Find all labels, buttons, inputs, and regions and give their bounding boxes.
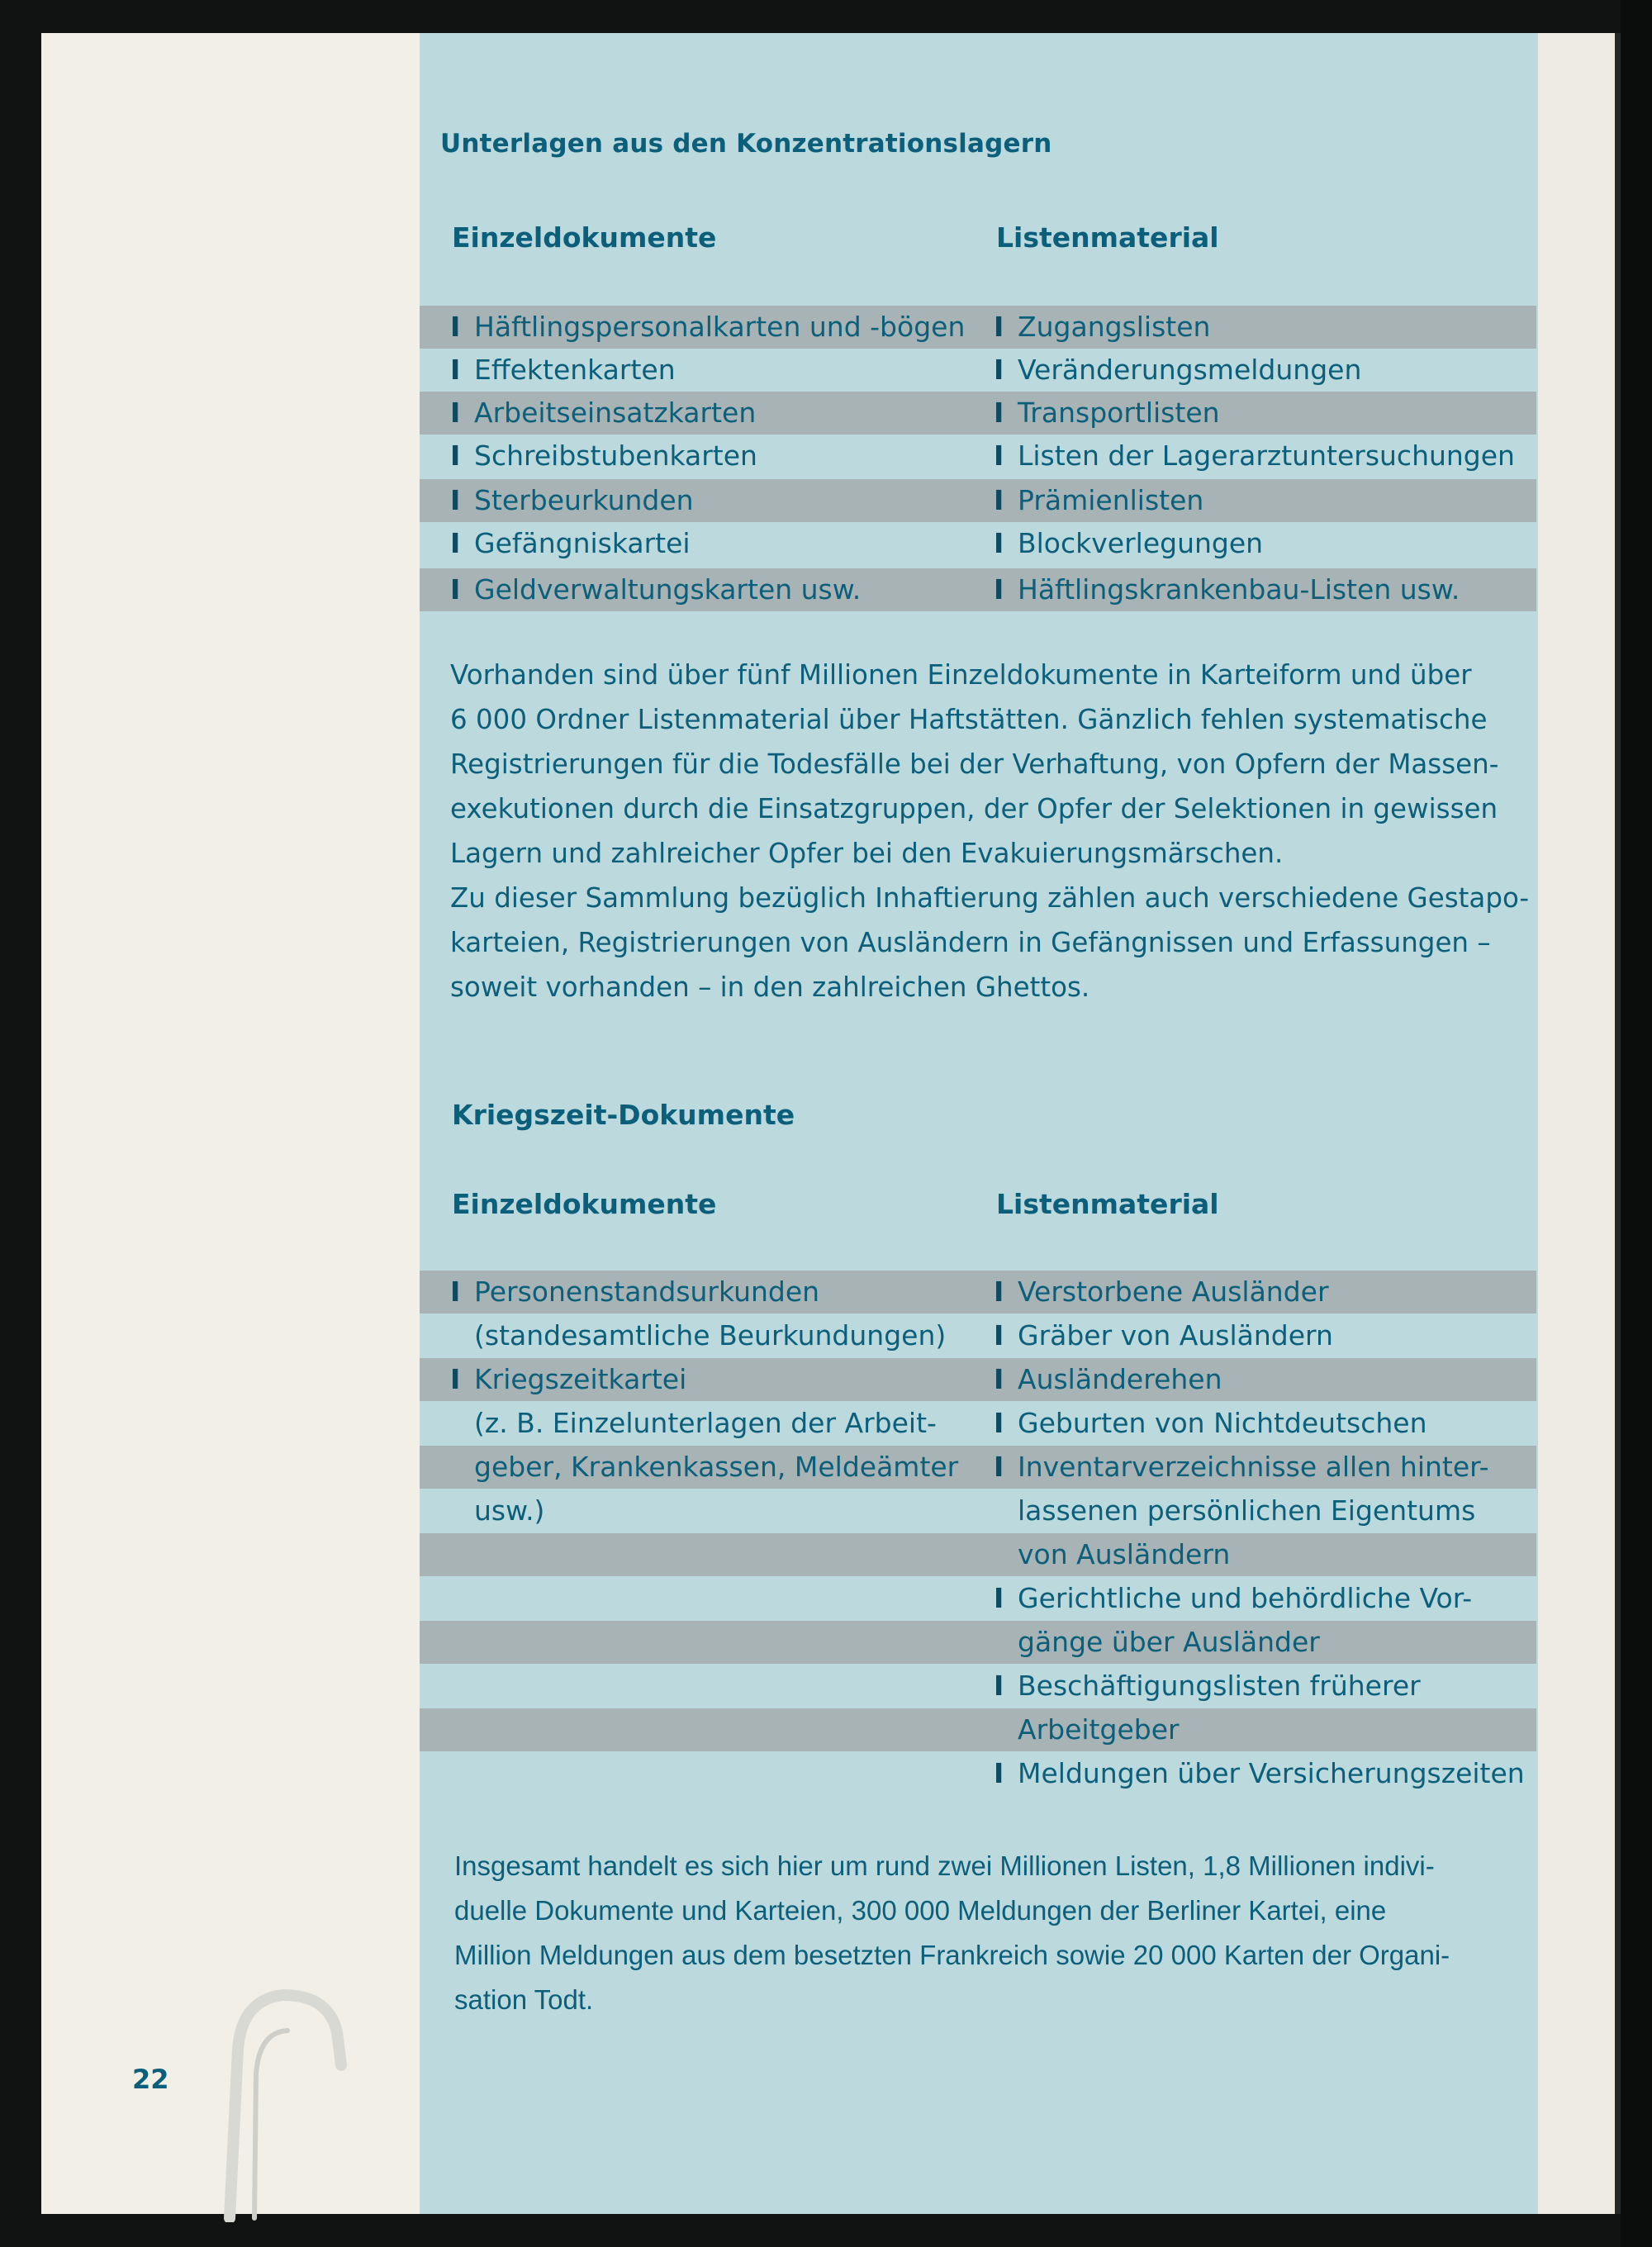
table-row xyxy=(420,1665,1536,1708)
paragraph-line: Registrierungen für die Todesfälle bei der Verhaftung, von Opfern der Massen- xyxy=(450,748,1499,780)
list-item: Kriegszeitkartei xyxy=(474,1363,687,1395)
bullet-icon: I xyxy=(994,1276,1004,1308)
bullet-icon: I xyxy=(994,1757,1004,1789)
table-row xyxy=(420,1314,1536,1357)
table-row xyxy=(420,1271,1536,1314)
bullet-icon: I xyxy=(450,354,461,386)
table-row xyxy=(420,1402,1536,1445)
summary-line: Million Meldungen aus dem besetzten Frankreich sowie 20 000 Karten der Organi- xyxy=(454,1940,1450,1970)
page-number: 22 xyxy=(132,2064,169,2095)
list-item: Prämienlisten xyxy=(1018,484,1204,516)
list-item: Sterbeurkunden xyxy=(474,484,694,516)
paragraph-line: Lagern und zahlreicher Opfer bei den Evakuierungsmärschen. xyxy=(450,838,1284,869)
section1-title: Unterlagen aus den Konzentrationslagern xyxy=(440,129,1052,159)
table-row xyxy=(420,392,1536,435)
list-item: Häftlingspersonalkarten und -bögen xyxy=(474,311,966,343)
paragraph-line: Vorhanden sind über fünf Millionen Einzeldokumente in Karteiform und über xyxy=(450,659,1472,691)
list-item: Zugangslisten xyxy=(1018,311,1211,343)
list-item-continuation: (standesamtliche Beurkundungen) xyxy=(474,1319,947,1352)
table-row xyxy=(420,1621,1536,1664)
next-page-edge xyxy=(1538,33,1621,2214)
list-item: Inventarverzeichnisse allen hinter- xyxy=(1018,1451,1489,1483)
list-item: Gräber von Ausländern xyxy=(1018,1319,1333,1352)
table-row xyxy=(420,1446,1536,1489)
list-item-continuation: lassenen persönlichen Eigentums xyxy=(1018,1494,1476,1527)
section2-right-header: Listenmaterial xyxy=(996,1188,1219,1220)
table-row xyxy=(420,1533,1536,1576)
bullet-icon: I xyxy=(994,354,1004,386)
list-item: Geburten von Nichtdeutschen xyxy=(1018,1407,1427,1439)
table-row xyxy=(420,349,1536,392)
table-row xyxy=(420,1577,1536,1620)
table-row xyxy=(420,306,1536,349)
list-item: Meldungen über Versicherungszeiten xyxy=(1018,1757,1525,1789)
list-item-continuation: gänge über Ausländer xyxy=(1018,1626,1320,1658)
section2-left-header: Einzeldokumente xyxy=(452,1188,717,1220)
bullet-icon: I xyxy=(994,484,1004,516)
bullet-icon: I xyxy=(450,573,461,606)
summary-line: Insgesamt handelt es sich hier um rund zwei Millionen Listen, 1,8 Millionen indivi- xyxy=(454,1850,1435,1881)
list-item: Gefängniskartei xyxy=(474,527,691,559)
bullet-icon: I xyxy=(994,1319,1004,1352)
bullet-icon: I xyxy=(994,397,1004,429)
list-item-continuation: von Ausländern xyxy=(1018,1538,1231,1570)
list-item: Gerichtliche und behördliche Vor- xyxy=(1018,1582,1473,1614)
list-item: Personenstandsurkunden xyxy=(474,1276,820,1308)
table-row xyxy=(420,522,1536,565)
bullet-icon: I xyxy=(994,311,1004,343)
bullet-icon: I xyxy=(450,484,461,516)
list-item: Transportlisten xyxy=(1018,397,1220,429)
list-item: Listen der Lagerarztuntersuchungen xyxy=(1018,439,1515,472)
bullet-icon: I xyxy=(994,1363,1004,1395)
table-row xyxy=(420,1358,1536,1401)
bullet-icon: I xyxy=(450,1363,461,1395)
summary-line: sation Todt. xyxy=(454,1984,594,2015)
background-edge xyxy=(1621,0,1652,2247)
list-item-continuation: (z. B. Einzelunterlagen der Arbeit- xyxy=(474,1407,937,1439)
list-item: Verstorbene Ausländer xyxy=(1018,1276,1329,1308)
list-item: Beschäftigungslisten früherer xyxy=(1018,1670,1421,1702)
list-item: Blockverlegungen xyxy=(1018,527,1264,559)
section1-right-header: Listenmaterial xyxy=(996,221,1219,254)
bullet-icon: I xyxy=(450,397,461,429)
bullet-icon: I xyxy=(450,527,461,559)
bullet-icon: I xyxy=(994,1451,1004,1483)
section2-summary xyxy=(454,1844,1528,2022)
table-row xyxy=(420,479,1536,522)
paragraph-line: Zu dieser Sammlung bezüglich Inhaftierung zählen auch verschiedene Gestapo- xyxy=(450,882,1530,914)
list-item: Häftlingskrankenbau-Listen usw. xyxy=(1018,573,1460,606)
table-row xyxy=(420,435,1536,477)
bullet-icon: I xyxy=(450,1276,461,1308)
table-row xyxy=(420,568,1536,611)
section1-left-header: Einzeldokumente xyxy=(452,221,717,254)
bullet-icon: I xyxy=(994,1582,1004,1614)
list-item: Schreibstubenkarten xyxy=(474,439,757,472)
list-item: Veränderungsmeldungen xyxy=(1018,354,1362,386)
section2-title: Kriegszeit-Dokumente xyxy=(452,1099,795,1131)
paragraph-line: karteien, Registrierungen von Ausländern in Gefängnissen und Erfassungen – xyxy=(450,927,1491,958)
list-item: Ausländerehen xyxy=(1018,1363,1222,1395)
bullet-icon: I xyxy=(994,1670,1004,1702)
list-item: Arbeitseinsatzkarten xyxy=(474,397,757,429)
list-item: Geldverwaltungskarten usw. xyxy=(474,573,862,606)
bullet-icon: I xyxy=(994,527,1004,559)
paragraph-line: exekutionen durch die Einsatzgruppen, der Opfer der Selektionen in gewissen xyxy=(450,793,1498,824)
bullet-icon: I xyxy=(994,439,1004,472)
list-item: Effektenkarten xyxy=(474,354,676,386)
bullet-icon: I xyxy=(994,573,1004,606)
summary-line: duelle Dokumente und Karteien, 300 000 Meldungen der Berliner Kartei, eine xyxy=(454,1895,1387,1926)
paragraph-line: 6 000 Ordner Listenmaterial über Haftstätten. Gänzlich fehlen systematische xyxy=(450,704,1488,735)
bullet-icon: I xyxy=(450,311,461,343)
bullet-icon: I xyxy=(450,439,461,472)
list-item-continuation: geber, Krankenkassen, Meldeämter xyxy=(474,1451,959,1483)
table-row xyxy=(420,1489,1536,1532)
paragraph-line: soweit vorhanden – in den zahlreichen Ghettos. xyxy=(450,971,1090,1003)
table-row xyxy=(420,1708,1536,1751)
list-item-continuation: Arbeitgeber xyxy=(1018,1713,1180,1746)
bullet-icon: I xyxy=(994,1407,1004,1439)
section1-paragraph xyxy=(450,653,1530,1009)
list-item-continuation: usw.) xyxy=(474,1494,545,1527)
table-row xyxy=(420,1752,1536,1795)
paperclip-icon xyxy=(205,1983,370,2222)
